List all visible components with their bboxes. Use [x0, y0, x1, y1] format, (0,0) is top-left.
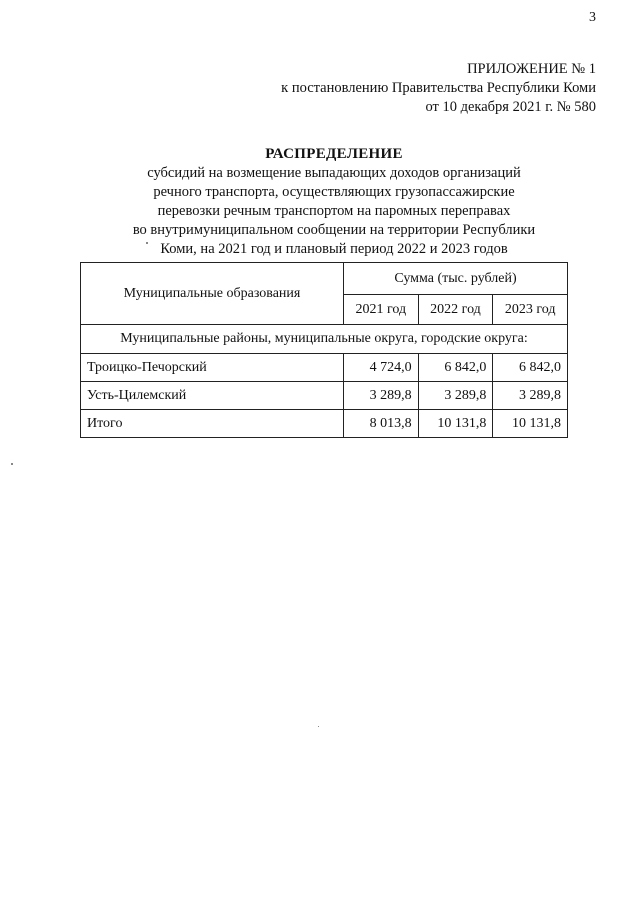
total-value-2021: 8 013,8: [344, 410, 419, 438]
row-name: Усть-Цилемский: [81, 382, 344, 410]
header-year-2021: 2021 год: [344, 295, 419, 325]
row-value-2021: 4 724,0: [344, 354, 419, 382]
row-value-2021: 3 289,8: [344, 382, 419, 410]
row-value-2022: 3 289,8: [418, 382, 493, 410]
appendix-decree: к постановлению Правительства Республики Коми: [281, 80, 596, 96]
subtitle-line: Коми, на 2021 год и плановый период 2022 и 2023 годов: [160, 241, 508, 257]
subtitle-line: речного транспорта, осуществляющих грузопассажирские: [153, 184, 515, 200]
scan-speck: [318, 726, 319, 727]
subtitle-line: субсидий на возмещение выпадающих доходов организаций: [147, 165, 521, 181]
row-value-2023: 3 289,8: [493, 382, 568, 410]
subtitle-line: во внутримуниципальном сообщении на территории Республики: [132, 222, 536, 238]
distribution-table: [80, 262, 568, 438]
appendix-title: ПРИЛОЖЕНИЕ № 1: [467, 61, 596, 77]
total-value-2022: 10 131,8: [418, 410, 493, 438]
appendix-date: от 10 декабря 2021 г. № 580: [425, 99, 596, 115]
page-number: 3: [589, 10, 596, 25]
table-row: [81, 382, 568, 410]
header-year-2022: 2022 год: [418, 295, 493, 325]
row-name: Троицко-Печорский: [81, 354, 344, 382]
table-total-row: [81, 410, 568, 438]
total-label: Итого: [81, 410, 344, 438]
section-label: Муниципальные районы, муниципальные округа, городские округа:: [81, 325, 568, 354]
document-heading: РАСПРЕДЕЛЕНИЕ: [265, 146, 403, 162]
table-header-row: [81, 263, 568, 295]
header-year-2023: 2023 год: [493, 295, 568, 325]
scan-speck: [146, 242, 148, 244]
header-municipal: Муниципальные образования: [81, 263, 344, 325]
header-sum: Сумма (тыс. рублей): [344, 263, 568, 295]
table-row: [81, 354, 568, 382]
total-value-2023: 10 131,8: [493, 410, 568, 438]
row-value-2022: 6 842,0: [418, 354, 493, 382]
document-subtitle: [0, 164, 640, 259]
scan-speck: [11, 463, 13, 465]
appendix-block: [281, 60, 596, 117]
row-value-2023: 6 842,0: [493, 354, 568, 382]
table-section-row: [81, 325, 568, 354]
subtitle-line: перевозки речным транспортом на паромных переправах: [157, 203, 511, 219]
